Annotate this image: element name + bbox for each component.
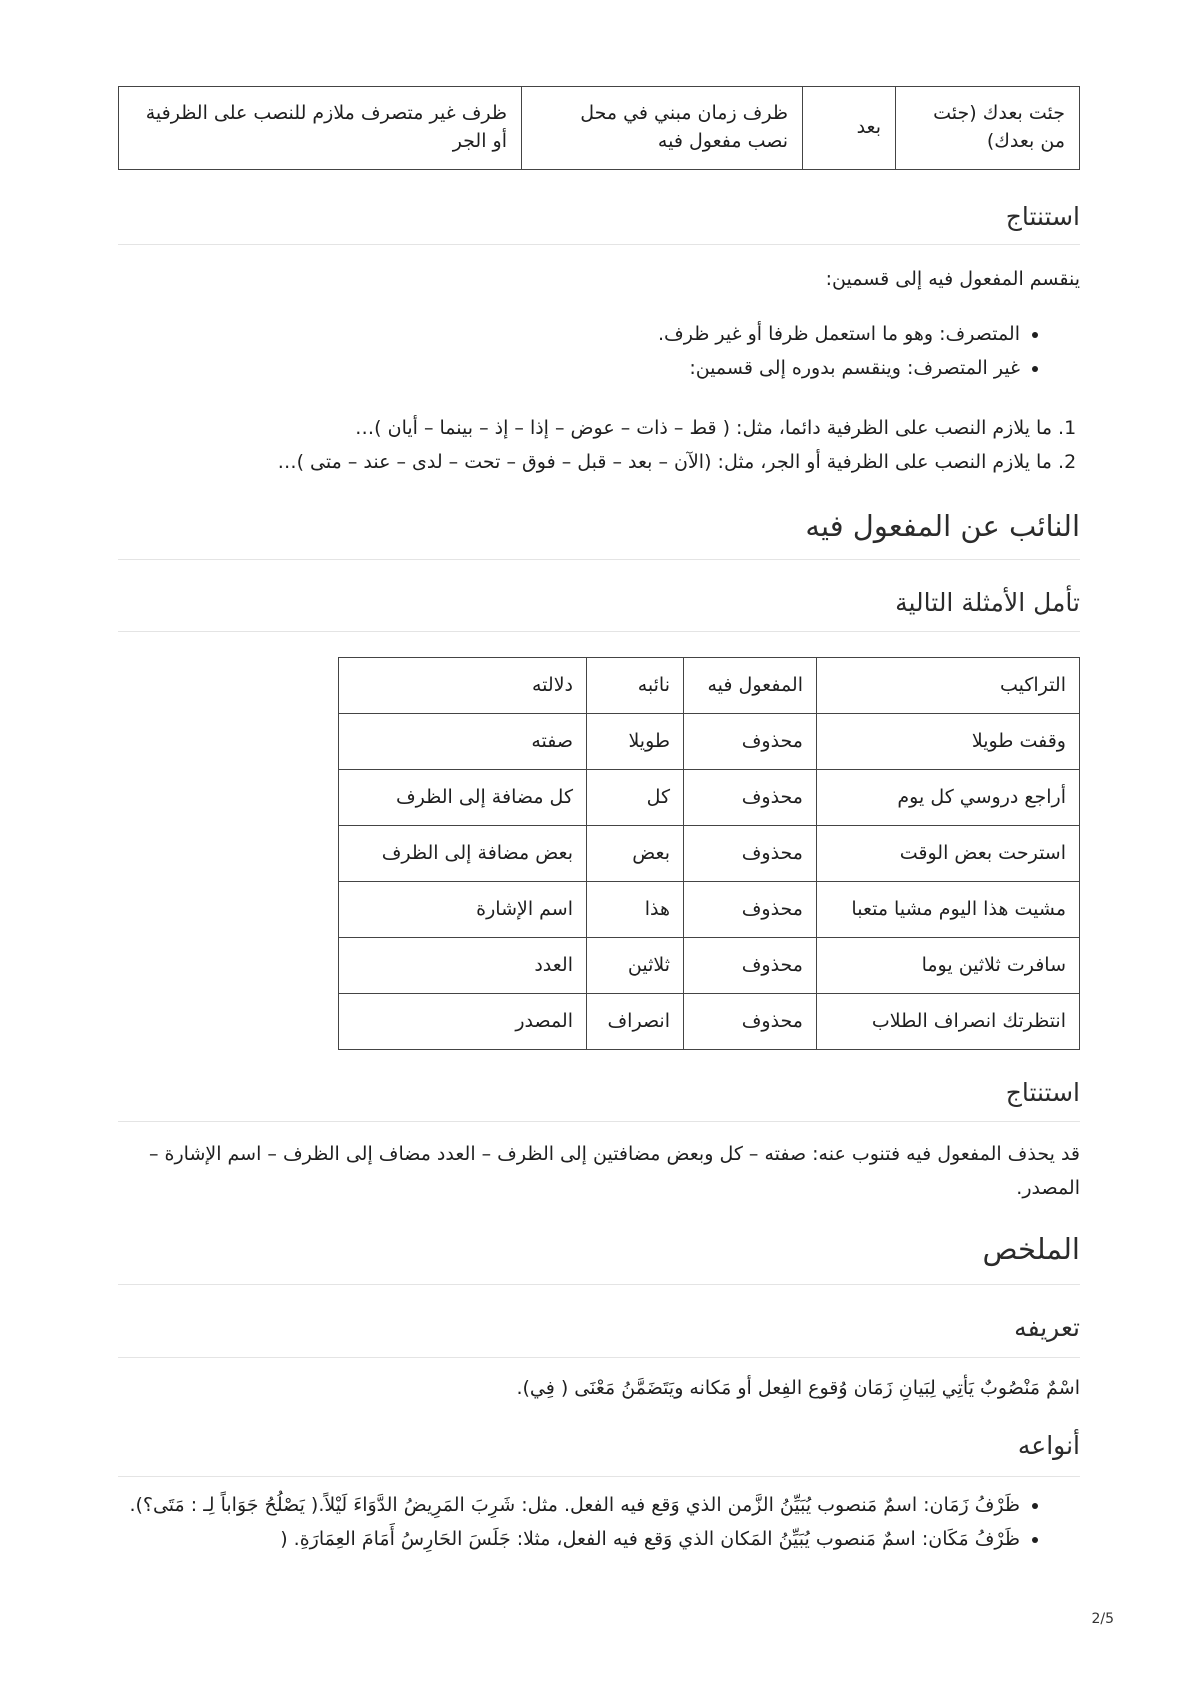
list-item: • ظَرْفُ مَكَان: اسمٌ مَنصوب يُبَيِّنُ المَكان الذي وَقع فيه الفعل، مثلا: جَلَسَ الحَارِسُ أَمَامَ العِمَارَةِ. ( — [118, 1522, 1020, 1556]
table-cell: وقفت طويلا — [817, 714, 1080, 770]
definition-heading: تعريفه — [118, 1313, 1080, 1358]
table-cell: سافرت ثلاثين يوما — [817, 938, 1080, 994]
conclusion-heading: استنتاج — [118, 1078, 1080, 1122]
subsection-heading: تأمل الأمثلة التالية — [118, 588, 1080, 632]
table-cell: ثلاثين — [587, 938, 684, 994]
table-row — [339, 882, 1080, 938]
table-cell: انتظرتك انصراف الطلاب — [817, 994, 1080, 1050]
table-cell: محذوف — [684, 994, 817, 1050]
section-heading: النائب عن المفعول فيه — [118, 509, 1080, 560]
list-item: 2. ما يلازم النصب على الظرفية أو الجر، مثل: (الآن – بعد – قبل – فوق – تحت – لدى – عند – متى )… — [278, 445, 1052, 479]
table-cell: مشيت هذا اليوم مشيا متعبا — [817, 882, 1080, 938]
table-cell: بعض — [587, 826, 684, 882]
table-row — [339, 770, 1080, 826]
table-cell: محذوف — [684, 938, 817, 994]
table-row — [119, 87, 1080, 170]
table-cell: محذوف — [684, 714, 817, 770]
examples-table — [338, 657, 1080, 1050]
list-item: • ظَرْفُ زَمَان: اسمٌ مَنصوب يُبَيِّنُ الزَّمن الذي وَقع فيه الفعل. مثل: شَرِبَ المَرِيضُ الدَّوَاءَ لَيْلاً.( يَصْلُحُ جَوَاباً لِـ : مَتَى؟). — [118, 1488, 1020, 1522]
conclusion-heading: استنتاج — [118, 202, 1080, 245]
summary-heading: الملخص — [118, 1232, 1080, 1285]
table-cell: بعد — [803, 87, 896, 170]
table-row — [339, 714, 1080, 770]
table-cell: طويلا — [587, 714, 684, 770]
types-heading: أنواعه — [118, 1431, 1080, 1477]
table-cell: أراجع دروسي كل يوم — [817, 770, 1080, 826]
page-number: 2/5 — [1091, 1611, 1114, 1627]
table-header-cell: المفعول فيه — [684, 658, 817, 714]
conclusion-text: قد يحذف المفعول فيه فتنوب عنه: صفته – كل وبعض مضافتين إلى الظرف – العدد مضاف إلى الظرف – اسم الإشارة – المصدر. — [148, 1143, 1080, 1199]
table-cell: محذوف — [684, 882, 817, 938]
table-cell: العدد — [339, 938, 587, 994]
definition-text: اسْمٌ مَنْصُوبٌ يَأتِي لِبَيانِ زَمَان وُقوع الفِعل أو مَكانه ويَتَضَمَّنُ مَعْنَى ( فِي). — [516, 1377, 1080, 1399]
continuation-table — [118, 86, 1080, 170]
table-row — [339, 938, 1080, 994]
table-cell: ظرف غير متصرف ملازم للنصب على الظرفية أو الجر — [119, 87, 522, 170]
numbered-list — [278, 411, 1080, 479]
table-row — [339, 826, 1080, 882]
table-row — [339, 994, 1080, 1050]
table-header-cell: دلالته — [339, 658, 587, 714]
list-item: • غير المتصرف: وينقسم بدوره إلى قسمين: — [658, 351, 1020, 385]
table-cell: هذا — [587, 882, 684, 938]
types-list — [118, 1488, 1080, 1556]
list-item: • المتصرف: وهو ما استعمل ظرفا أو غير ظرف. — [658, 317, 1020, 351]
table-cell: محذوف — [684, 770, 817, 826]
table-cell: صفته — [339, 714, 587, 770]
list-item: 1. ما يلازم النصب على الظرفية دائما، مثل: ( قط – ذات – عوض – إذا – إذ – بينما – أيان )… — [278, 411, 1052, 445]
table-cell: جئت بعدك (جئت من بعدك) — [896, 87, 1080, 170]
bullet-list — [658, 317, 1080, 385]
table-header-cell: نائبه — [587, 658, 684, 714]
table-cell: استرحت بعض الوقت — [817, 826, 1080, 882]
table-cell: اسم الإشارة — [339, 882, 587, 938]
conclusion-intro: ينقسم المفعول فيه إلى قسمين: — [825, 268, 1080, 290]
table-header-row — [339, 658, 1080, 714]
table-cell: كل مضافة إلى الظرف — [339, 770, 587, 826]
table-cell: المصدر — [339, 994, 587, 1050]
table-cell: بعض مضافة إلى الظرف — [339, 826, 587, 882]
table-cell: ظرف زمان مبني في محل نصب مفعول فيه — [522, 87, 803, 170]
table-cell: محذوف — [684, 826, 817, 882]
table-cell: انصراف — [587, 994, 684, 1050]
table-header-cell: التراكيب — [817, 658, 1080, 714]
table-cell: كل — [587, 770, 684, 826]
